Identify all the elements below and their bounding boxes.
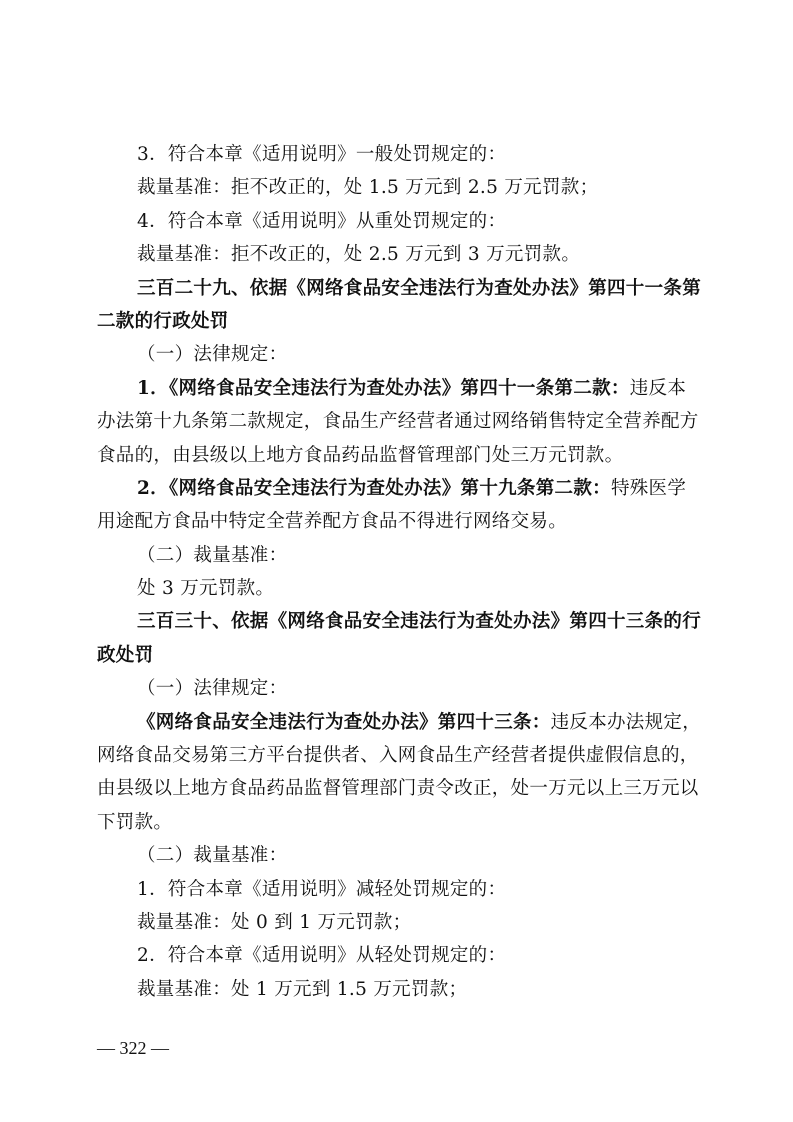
subsection-heading: （二）裁量基准：: [137, 544, 288, 566]
paragraph-line: 3．符合本章《适用说明》一般处罚规定的：: [137, 144, 507, 165]
section-heading: 三百三十、依据《网络食品安全违法行为查处办法》第四十三条的行: [137, 611, 702, 633]
paragraph-line: 食品的，由县级以上地方食品药品监督管理部门处三万元罚款。: [97, 444, 624, 466]
paragraph-line: 网络食品交易第三方平台提供者、入网食品生产经营者提供虚假信息的，: [97, 745, 699, 767]
paragraph-text: 违反本办法规定，: [550, 711, 702, 733]
paragraph-line: 处 3 万元罚款。: [137, 578, 275, 600]
subsection-heading: （一）法律规定：: [137, 678, 288, 700]
document-body: [97, 138, 702, 1006]
section-heading: 三百二十九、依据《网络食品安全违法行为查处办法》第四十一条第: [137, 277, 702, 299]
paragraph-line: 裁量基准：处 1 万元到 1.5 万元罚款；: [137, 978, 468, 1000]
section-heading: 二款的行政处罚: [97, 310, 229, 332]
subsection-heading: （二）裁量基准：: [137, 845, 288, 867]
page-number: — 322 —: [97, 1038, 169, 1058]
paragraph-line: 由县级以上地方食品药品监督管理部门责令改正，处一万元以上三万元以: [97, 778, 699, 800]
paragraph-line: 裁量基准：拒不改正的，处 2.5 万元到 3 万元罚款。: [137, 244, 581, 266]
paragraph-line: 下罚款。: [97, 811, 173, 833]
paragraph-line: 1．符合本章《适用说明》减轻处罚规定的：: [137, 878, 507, 900]
paragraph-text: 特殊医学: [610, 477, 687, 499]
section-heading: 政处罚: [97, 644, 154, 666]
paragraph-line: 2．符合本章《适用说明》从轻处罚规定的：: [137, 945, 507, 967]
paragraph-line: 裁量基准：处 0 到 1 万元罚款；: [137, 911, 412, 933]
paragraph-line: 办法第十九条第二款规定，食品生产经营者通过网络销售特定全营养配方: [97, 411, 699, 433]
paragraph-line: [97, 706, 702, 739]
paragraph-line: 用途配方食品中特定全营养配方食品不得进行网络交易。: [97, 511, 568, 533]
paragraph-line: 裁量基准：拒不改正的，处 1.5 万元到 2.5 万元罚款；: [137, 177, 599, 199]
paragraph-text: 违反本: [629, 377, 687, 399]
law-citation: 2．《网络食品安全违法行为查处办法》第十九条第二款：: [137, 477, 611, 499]
law-citation: 1．《网络食品安全违法行为查处办法》第四十一条第二款：: [137, 377, 630, 399]
paragraph-line: 4．符合本章《适用说明》从重处罚规定的：: [137, 210, 507, 232]
subsection-heading: （一）法律规定：: [137, 344, 288, 366]
law-citation: 《网络食品安全违法行为查处办法》第四十三条：: [137, 711, 551, 733]
paragraph-line: [97, 472, 697, 505]
paragraph-line: [97, 372, 697, 405]
